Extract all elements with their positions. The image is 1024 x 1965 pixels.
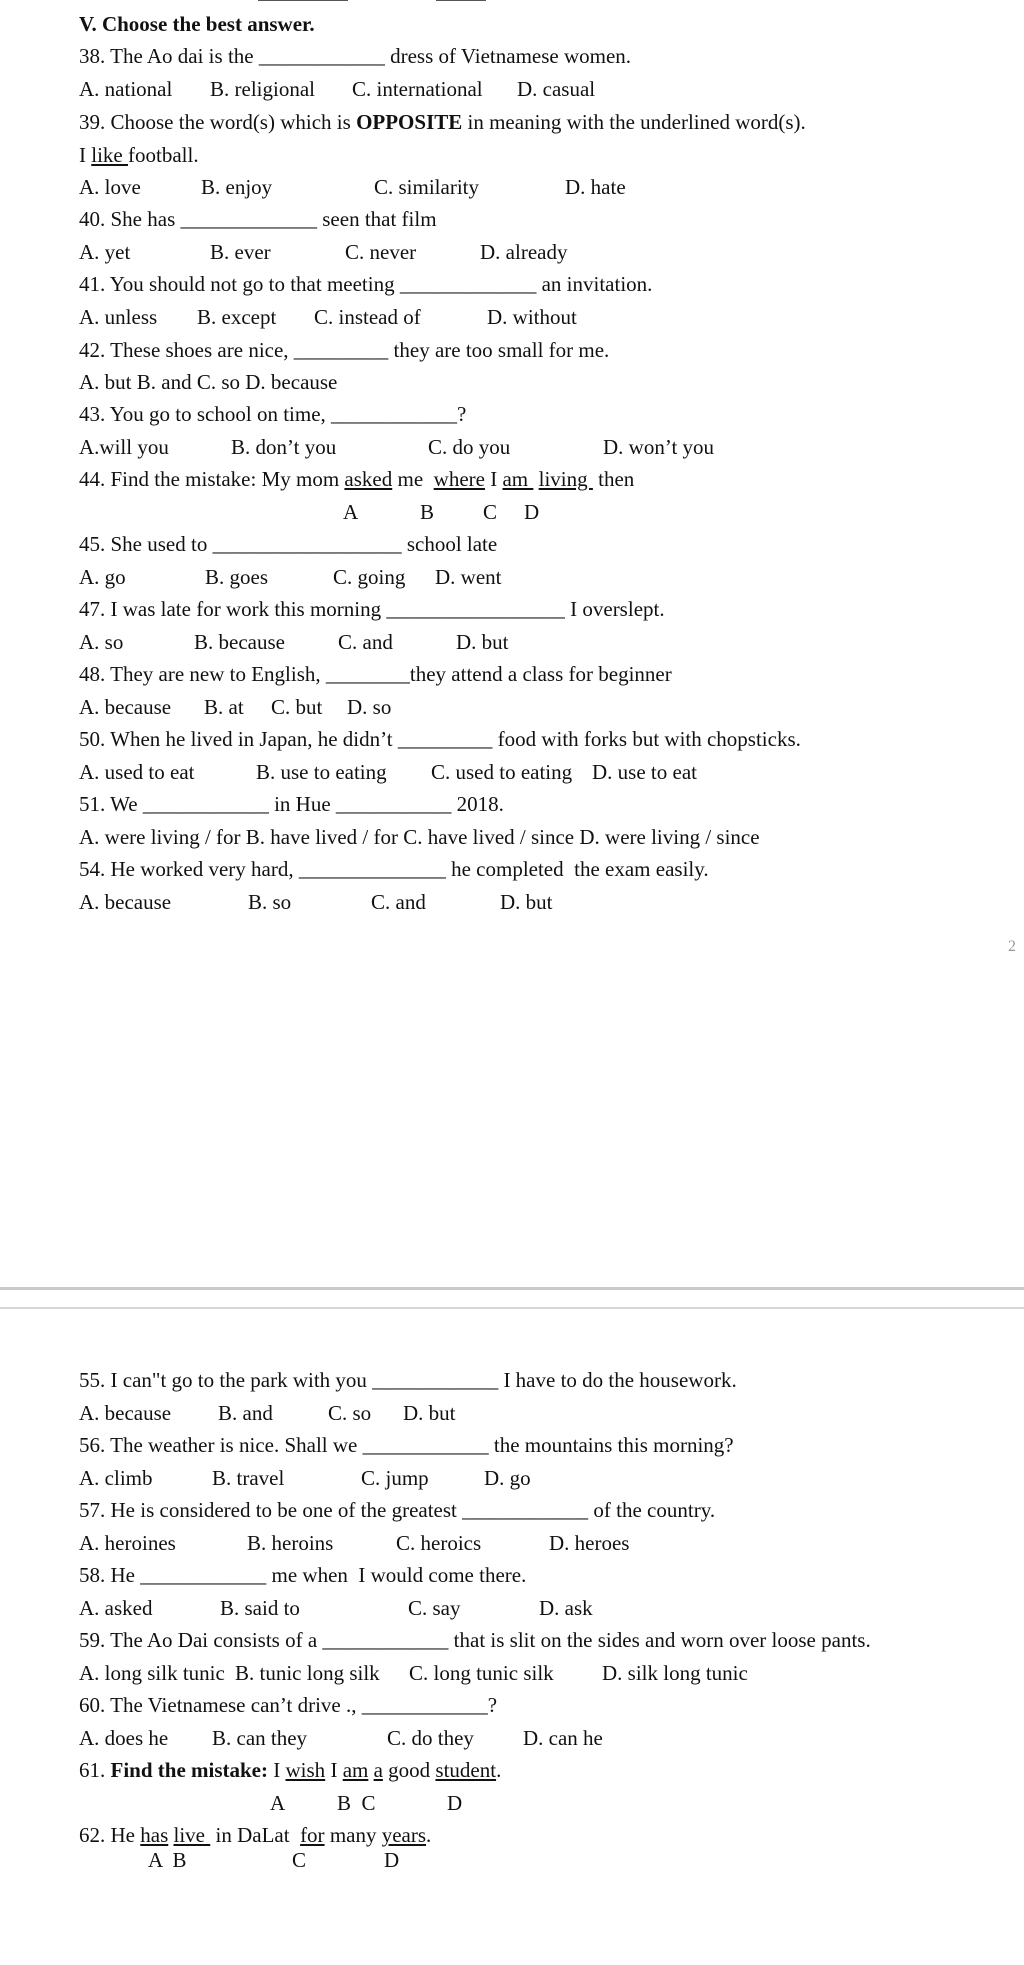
page-two bbox=[0, 1310, 1024, 1965]
question-57: 57. He is considered to be one of the greatest ____________ of the country. bbox=[79, 1498, 716, 1522]
option-c[interactable]: C. used to eating bbox=[431, 760, 573, 784]
options-inline[interactable]: A. but B. and C. so D. because bbox=[79, 370, 338, 394]
top-rule bbox=[436, 0, 486, 1]
question-47: 47. I was late for work this morning _________________ I overslept. bbox=[79, 597, 665, 621]
option-c[interactable]: C. say bbox=[408, 1596, 461, 1620]
question-59: 59. The Ao Dai consists of a ____________ that is slit on the sides and worn over loose pants. bbox=[79, 1628, 871, 1652]
option-d[interactable]: D. casual bbox=[517, 77, 596, 101]
option-b[interactable]: B. goes bbox=[205, 565, 268, 589]
option-a[interactable]: A. because bbox=[79, 890, 172, 914]
option-d[interactable]: D. but bbox=[500, 890, 553, 914]
mistake-label-c[interactable]: C bbox=[483, 500, 498, 524]
option-d[interactable]: D. ask bbox=[539, 1596, 593, 1620]
option-c[interactable]: C. jump bbox=[361, 1466, 429, 1490]
option-a[interactable]: A. asked bbox=[79, 1596, 153, 1620]
question-45: 45. She used to __________________ school late bbox=[79, 532, 498, 556]
question-58: 58. He ____________ me when I would come there. bbox=[79, 1563, 527, 1587]
question-41: 41. You should not go to that meeting _____________ an invitation. bbox=[79, 272, 653, 296]
mistake-label-a[interactable]: A bbox=[343, 500, 359, 524]
options-inline[interactable]: A. were living / for B. have lived / for C. have lived / since D. were living / since bbox=[79, 825, 760, 849]
option-d[interactable]: D. silk long tunic bbox=[602, 1661, 748, 1685]
option-a[interactable]: A. because bbox=[79, 695, 172, 719]
option-d[interactable]: D. hate bbox=[565, 175, 626, 199]
option-c[interactable]: C. do they bbox=[387, 1726, 474, 1750]
question-56: 56. The weather is nice. Shall we ____________ the mountains this morning? bbox=[79, 1433, 734, 1457]
question-61: 61. Find the mistake: I wish I am a good student. bbox=[79, 1758, 502, 1782]
option-c[interactable]: C. long tunic silk bbox=[409, 1661, 554, 1685]
option-c[interactable]: C. going bbox=[333, 565, 406, 589]
option-b[interactable]: B. tunic long silk bbox=[235, 1661, 380, 1685]
option-c[interactable]: C. heroics bbox=[396, 1531, 482, 1555]
question-38: 38. The Ao dai is the ____________ dress of Vietnamese women. bbox=[79, 44, 632, 68]
option-b[interactable]: B. religional bbox=[210, 77, 315, 101]
mistake-label-d[interactable]: D bbox=[384, 1848, 400, 1872]
option-a[interactable]: A.will you bbox=[79, 435, 169, 459]
option-a[interactable]: A. unless bbox=[79, 305, 158, 329]
option-d[interactable]: D. went bbox=[435, 565, 502, 589]
option-b[interactable]: B. because bbox=[194, 630, 285, 654]
option-b[interactable]: B. so bbox=[248, 890, 292, 914]
option-a[interactable]: A. does he bbox=[79, 1726, 169, 1750]
option-a[interactable]: A. because bbox=[79, 1401, 172, 1425]
top-rule bbox=[258, 0, 348, 1]
page-divider bbox=[0, 1307, 1024, 1309]
option-c[interactable]: C. but bbox=[271, 695, 323, 719]
option-a[interactable]: A. long silk tunic bbox=[79, 1661, 225, 1685]
option-d[interactable]: D. without bbox=[487, 305, 577, 329]
option-b[interactable]: B. ever bbox=[210, 240, 271, 264]
option-c[interactable]: C. instead of bbox=[314, 305, 421, 329]
question-50: 50. When he lived in Japan, he didn’t _________ food with forks but with chopsticks. bbox=[79, 727, 801, 751]
mistake-label-a[interactable]: A bbox=[270, 1791, 286, 1815]
option-a[interactable]: A. used to eat bbox=[79, 760, 195, 784]
mistake-label-d[interactable]: D bbox=[447, 1791, 463, 1815]
option-b[interactable]: B. at bbox=[204, 695, 244, 719]
page-number: 2 bbox=[1008, 938, 1016, 955]
question-39-sentence: I like football. bbox=[79, 143, 199, 167]
option-c[interactable]: C. and bbox=[371, 890, 426, 914]
option-b[interactable]: B. use to eating bbox=[256, 760, 387, 784]
option-c[interactable]: C. so bbox=[328, 1401, 372, 1425]
question-42: 42. These shoes are nice, _________ they are too small for me. bbox=[79, 338, 610, 362]
mistake-label-d[interactable]: D bbox=[524, 500, 540, 524]
option-c[interactable]: C. and bbox=[338, 630, 393, 654]
question-39: 39. Choose the word(s) which is OPPOSITE in meaning with the underlined word(s). bbox=[79, 110, 806, 134]
question-40: 40. She has _____________ seen that film bbox=[79, 207, 437, 231]
mistake-label-bc[interactable]: B C bbox=[337, 1791, 376, 1815]
option-b[interactable]: B. don’t you bbox=[231, 435, 337, 459]
option-d[interactable]: D. won’t you bbox=[603, 435, 715, 459]
option-a[interactable]: A. love bbox=[79, 175, 141, 199]
option-d[interactable]: D. use to eat bbox=[592, 760, 697, 784]
question-60: 60. The Vietnamese can’t drive ., ____________? bbox=[79, 1693, 498, 1717]
mistake-label-c[interactable]: C bbox=[292, 1848, 307, 1872]
mistake-label-ab[interactable]: A B bbox=[148, 1848, 187, 1872]
question-62: 62. He has live in DaLat for many years. bbox=[79, 1823, 432, 1847]
option-a[interactable]: A. climb bbox=[79, 1466, 153, 1490]
option-d[interactable]: D. but bbox=[456, 630, 509, 654]
option-c[interactable]: C. similarity bbox=[374, 175, 479, 199]
option-b[interactable]: B. can they bbox=[212, 1726, 308, 1750]
option-a[interactable]: A. national bbox=[79, 77, 173, 101]
mistake-label-b[interactable]: B bbox=[420, 500, 435, 524]
option-c[interactable]: C. international bbox=[352, 77, 483, 101]
option-c[interactable]: C. never bbox=[345, 240, 417, 264]
option-d[interactable]: D. can he bbox=[523, 1726, 603, 1750]
option-a[interactable]: A. so bbox=[79, 630, 124, 654]
page-divider bbox=[0, 1287, 1024, 1290]
option-b[interactable]: B. enjoy bbox=[201, 175, 273, 199]
question-44: 44. Find the mistake: My mom asked me where I am living then bbox=[79, 467, 635, 491]
section-heading: V. Choose the best answer. bbox=[79, 12, 315, 36]
option-d[interactable]: D. but bbox=[403, 1401, 456, 1425]
option-b[interactable]: B. and bbox=[218, 1401, 273, 1425]
option-a[interactable]: A. yet bbox=[79, 240, 131, 264]
option-c[interactable]: C. do you bbox=[428, 435, 511, 459]
question-54: 54. He worked very hard, ______________ he completed the exam easily. bbox=[79, 857, 709, 881]
option-b[interactable]: B. travel bbox=[212, 1466, 285, 1490]
option-d[interactable]: D. heroes bbox=[549, 1531, 630, 1555]
option-d[interactable]: D. so bbox=[347, 695, 392, 719]
option-d[interactable]: D. already bbox=[480, 240, 568, 264]
question-43: 43. You go to school on time, ____________? bbox=[79, 402, 467, 426]
question-55: 55. I can"t go to the park with you ____________ I have to do the housework. bbox=[79, 1368, 737, 1392]
option-b[interactable]: B. except bbox=[197, 305, 277, 329]
option-a[interactable]: A. go bbox=[79, 565, 126, 589]
question-48: 48. They are new to English, ________they attend a class for beginner bbox=[79, 662, 672, 686]
option-d[interactable]: D. go bbox=[484, 1466, 531, 1490]
option-b[interactable]: B. said to bbox=[220, 1596, 300, 1620]
question-51: 51. We ____________ in Hue ___________ 2018. bbox=[79, 792, 504, 816]
option-b[interactable]: B. heroins bbox=[247, 1531, 334, 1555]
option-a[interactable]: A. heroines bbox=[79, 1531, 176, 1555]
